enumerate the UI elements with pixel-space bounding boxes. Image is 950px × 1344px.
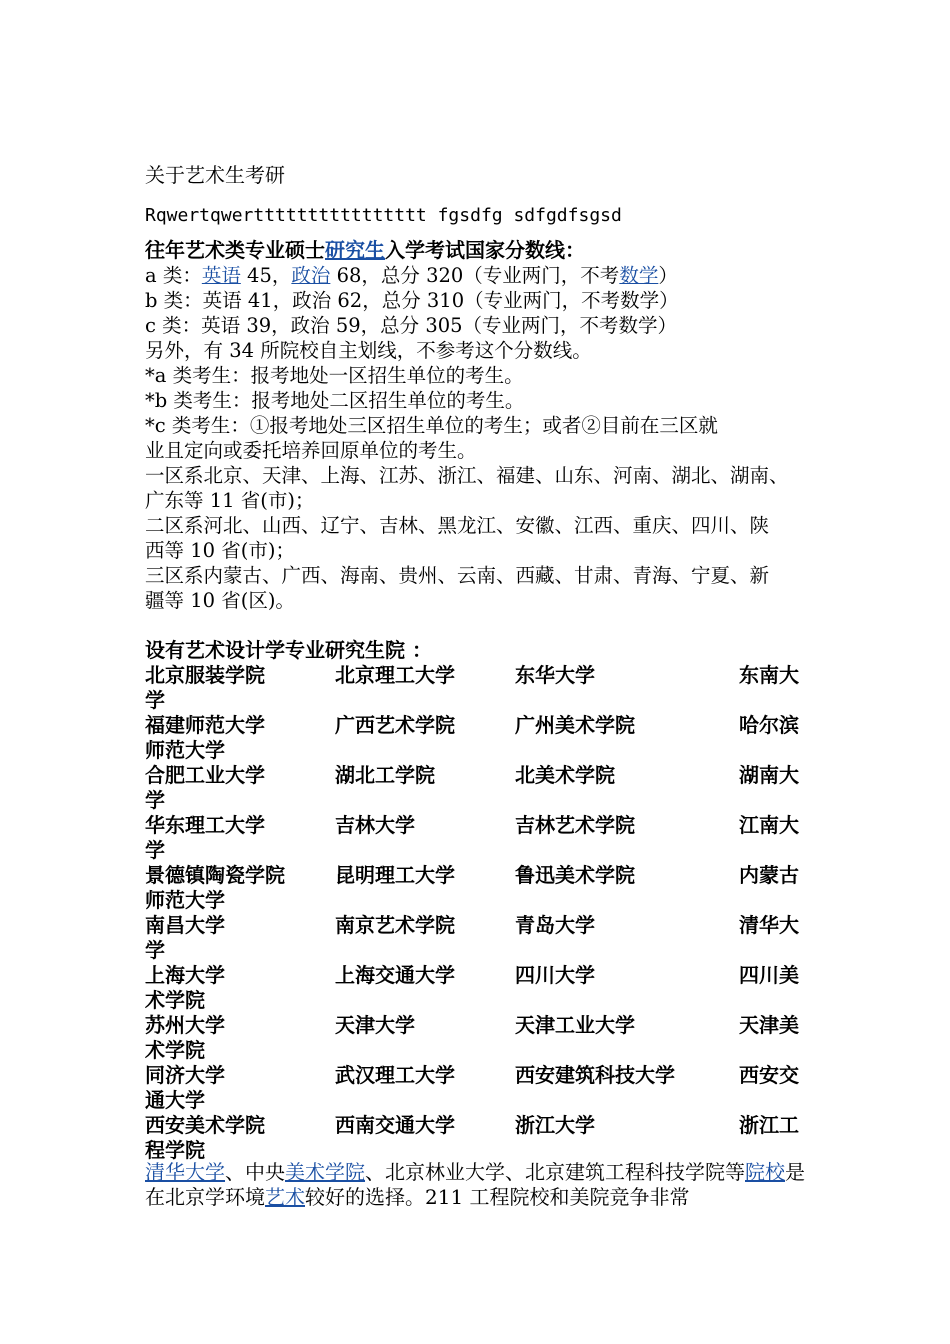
school-name: 南昌大学 [145,913,225,937]
school-name: 上海交通大学 [335,963,455,987]
school-name: 天津工业大学 [515,1013,635,1037]
doc-title: 关于艺术生考研 [145,163,285,187]
school-name: 清华大 [739,913,799,937]
school-name: 苏州大学 [145,1013,225,1037]
link-english[interactable]: 英语 [201,264,241,287]
school-name: 吉林大学 [335,813,415,837]
link-art[interactable]: 艺术 [265,1185,305,1209]
note-a: *a 类考生：报考地处一区招生单位的考生。 [145,364,524,387]
school-name-continued: 学 [145,788,165,812]
score-line-c: c 类：英语 39，政治 59，总分 305（专业两门，不考数学） [145,314,678,337]
link-math[interactable]: 数学 [619,264,659,287]
school-row [145,1063,810,1113]
school-row [145,763,810,813]
zone1-line-2: 广东等 11 省(市)； [145,489,315,512]
link-art-academy[interactable]: 美术学院 [285,1160,365,1184]
school-row [145,1013,810,1063]
school-row [145,863,810,913]
school-name: 浙江大学 [515,1113,595,1137]
school-name: 湖南大 [739,763,799,787]
foot-text-2: 、北京林业大学、北京建筑工程科技学院等 [365,1160,745,1184]
school-name: 内蒙古 [739,863,799,887]
school-name: 鲁迅美术学院 [515,863,635,887]
school-name: 东南大 [739,663,799,687]
note-c-1: *c 类考生：①报考地处三区招生单位的考生；或者②目前在三区就 [145,414,718,437]
school-name-continued: 程学院 [145,1138,205,1162]
foot-text-3: 是在北京学环境 [145,1160,805,1209]
school-name: 哈尔滨 [739,713,799,737]
school-name: 北京理工大学 [335,663,455,687]
school-name-continued: 术学院 [145,1038,205,1062]
school-row [145,963,810,1013]
school-name-continued: 师范大学 [145,738,225,762]
school-name: 合肥工业大学 [145,763,265,787]
school-name: 广西艺术学院 [335,713,455,737]
foot-text-1: 、中央 [225,1160,285,1184]
latin-line: Rqwertqwertttttttttttttttt fgsdfg sdfgdfsgsd [145,205,622,226]
school-name: 天津美 [739,1013,799,1037]
zone3-line-2: 疆等 10 省(区)。 [145,589,295,612]
school-name: 西安交 [739,1063,799,1087]
school-name: 江南大 [739,813,799,837]
school-name: 北京服装学院 [145,663,265,687]
school-name: 东华大学 [515,663,595,687]
a-mid: 68，总分 320（专业两门，不考 [330,264,620,287]
school-name: 北美术学院 [515,763,615,787]
school-name-continued: 学 [145,938,165,962]
school-name-continued: 学 [145,688,165,712]
school-name: 四川美 [739,963,799,987]
school-name: 浙江工 [739,1113,799,1137]
school-name: 同济大学 [145,1063,225,1087]
school-name-continued: 术学院 [145,988,205,1012]
school-row [145,663,810,713]
school-name: 福建师范大学 [145,713,265,737]
note-c-2: 业且定向或委托培养回原单位的考生。 [145,439,477,462]
section2-title: 设有艺术设计学专业研究生院 ： [145,638,432,662]
score-line-a [145,263,678,288]
link-politics[interactable]: 政治 [291,264,331,287]
school-name: 武汉理工大学 [335,1063,455,1087]
school-name: 青岛大学 [515,913,595,937]
school-name: 天津大学 [335,1013,415,1037]
school-name: 四川大学 [515,963,595,987]
school-name: 昆明理工大学 [335,863,455,887]
note-b: *b 类考生：报考地处二区招生单位的考生。 [145,389,525,412]
school-row [145,1113,810,1163]
school-name-continued: 学 [145,838,165,862]
zone3-line-1: 三区系内蒙古、广西、海南、贵州、云南、西藏、甘肃、青海、宁夏、新 [145,564,770,587]
school-name: 华东理工大学 [145,813,265,837]
school-name: 西安建筑科技大学 [515,1063,675,1087]
school-name: 吉林艺术学院 [515,813,635,837]
a-end: ） [658,264,678,287]
foot-text-4: 较好的选择。211 工程院校和美院竞争非常 [305,1185,690,1209]
school-row [145,813,810,863]
school-name: 上海大学 [145,963,225,987]
heading-pre: 往年艺术类专业硕士 [145,238,325,262]
zone2-line-2: 西等 10 省(市)； [145,539,295,562]
other-line: 另外，有 34 所院校自主划线，不参考这个分数线。 [145,339,592,362]
score-line-b: b 类：英语 41，政治 62，总分 310（专业两门，不考数学） [145,289,679,312]
footer-paragraph [145,1160,810,1210]
score-heading [145,238,585,263]
school-name: 西南交通大学 [335,1113,455,1137]
school-name: 南京艺术学院 [335,913,455,937]
school-name: 广州美术学院 [515,713,635,737]
heading-post: 入学考试国家分数线： [385,238,585,262]
school-row [145,713,810,763]
a-english-score: 45， [240,264,292,287]
zone1-line-1: 一区系北京、天津、上海、江苏、浙江、福建、山东、河南、湖北、湖南、 [145,464,789,487]
link-graduate[interactable]: 研究生 [325,238,385,262]
link-tsinghua[interactable]: 清华大学 [145,1160,225,1184]
school-row [145,913,810,963]
a-label: a 类： [145,264,202,287]
school-name: 西安美术学院 [145,1113,265,1137]
link-institutions[interactable]: 院校 [745,1160,785,1184]
zone2-line-1: 二区系河北、山西、辽宁、吉林、黑龙江、安徽、江西、重庆、四川、陕 [145,514,770,537]
school-name-continued: 师范大学 [145,888,225,912]
school-name-continued: 通大学 [145,1088,205,1112]
school-name: 景德镇陶瓷学院 [145,863,285,887]
school-grid [145,663,810,1163]
school-name: 湖北工学院 [335,763,435,787]
